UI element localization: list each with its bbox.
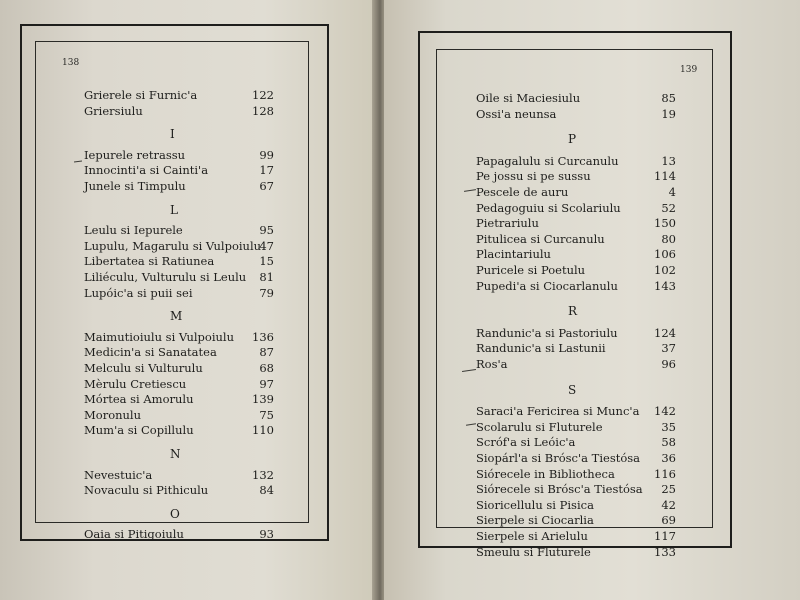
entry-title: Mum'a si Copillulu xyxy=(84,423,194,438)
index-entry xyxy=(84,345,274,359)
entry-page-number: 128 xyxy=(252,103,274,118)
index-entry xyxy=(84,223,274,237)
entry-title: Scolarulu si Fluturele xyxy=(476,419,603,434)
entry-page-number: 36 xyxy=(661,451,676,465)
entry-page-number: 80 xyxy=(661,231,676,246)
entry-title: Moronulu xyxy=(84,407,142,422)
right-index-list xyxy=(476,91,676,559)
index-entry xyxy=(84,423,274,437)
section-letter: P xyxy=(568,132,577,147)
index-entry xyxy=(476,169,676,183)
index-entry xyxy=(476,482,676,496)
entry-page-number: 4 xyxy=(668,185,676,199)
section-letter: S xyxy=(568,382,577,397)
index-entry xyxy=(84,527,274,541)
entry-title: Puricele si Poetulu xyxy=(476,263,586,277)
index-entry xyxy=(476,216,676,230)
section-letter: I xyxy=(170,127,175,142)
entry-page-number: 110 xyxy=(252,423,274,438)
entry-page-number: 142 xyxy=(654,404,676,419)
index-entry xyxy=(84,104,274,118)
entry-title: Melculu si Vulturulu xyxy=(84,361,203,375)
entry-page-number: 67 xyxy=(259,179,274,193)
index-entry xyxy=(476,341,676,355)
index-entry xyxy=(84,254,274,268)
entry-page-number: 58 xyxy=(661,435,676,450)
entry-title: Saraci'a Fericirea si Munc'a xyxy=(476,404,640,419)
index-entry xyxy=(476,91,676,105)
entry-title: Ossi'a neunsa xyxy=(476,106,557,121)
entry-title: Maimutioiulu si Vulpoiulu xyxy=(84,329,235,344)
entry-title: Iepurele retrassu xyxy=(84,147,186,162)
entry-title: Scróf'a si Leóic'a xyxy=(476,435,576,450)
entry-page-number: 52 xyxy=(661,200,676,215)
right-page xyxy=(384,0,800,600)
entry-title: Pietrariulu xyxy=(476,216,539,231)
entry-title: Oaia si Pitigoiulu xyxy=(84,527,184,542)
entry-page-number: 99 xyxy=(259,147,274,162)
index-entry xyxy=(84,179,274,193)
entry-title: Placintariulu xyxy=(476,247,551,262)
section-letter: M xyxy=(170,309,183,324)
index-entry xyxy=(476,154,676,168)
entry-title: Randunic'a si Lastunii xyxy=(476,341,606,356)
index-entry xyxy=(476,435,676,449)
entry-title: Liliéculu, Vulturulu si Leulu xyxy=(84,270,247,284)
entry-title: Mèrulu Cretiescu xyxy=(84,376,187,391)
entry-page-number: 84 xyxy=(259,483,274,498)
index-entry xyxy=(476,529,676,543)
entry-title: Junele si Timpulu xyxy=(84,179,186,193)
index-entry xyxy=(476,247,676,261)
entry-page-number: 15 xyxy=(259,254,274,269)
index-entry xyxy=(84,88,274,102)
index-entry xyxy=(476,404,676,418)
entry-title: Libertatea si Ratiunea xyxy=(84,254,215,269)
entry-page-number: 19 xyxy=(661,106,676,121)
entry-page-number: 93 xyxy=(259,527,274,542)
entry-page-number: 102 xyxy=(654,263,676,277)
entry-title: Siórecele in Bibliotheca xyxy=(476,466,615,481)
entry-page-number: 68 xyxy=(259,361,274,375)
entry-title: Sierpele si Ciocarlia xyxy=(476,513,594,528)
index-entry xyxy=(84,392,274,406)
index-entry xyxy=(476,357,676,371)
entry-page-number: 136 xyxy=(252,329,274,344)
left-page xyxy=(0,0,378,600)
entry-page-number: 87 xyxy=(259,345,274,360)
entry-page-number: 13 xyxy=(661,153,676,168)
entry-title: Siopárl'a si Brósc'a Tiestósa xyxy=(476,451,641,465)
index-entry xyxy=(84,286,274,300)
entry-title: Griersiulu xyxy=(84,103,143,118)
entry-page-number: 150 xyxy=(654,216,676,231)
index-entry xyxy=(84,239,274,253)
entry-page-number: 116 xyxy=(654,466,676,481)
index-entry xyxy=(84,270,274,284)
entry-title: Sierpele si Arielulu xyxy=(476,529,588,543)
entry-title: Pe jossu si pe sussu xyxy=(476,169,591,184)
entry-title: Novaculu si Pithiculu xyxy=(84,483,209,498)
entry-page-number: 25 xyxy=(661,482,676,497)
entry-page-number: 79 xyxy=(259,285,274,300)
entry-page-number: 37 xyxy=(661,341,676,356)
index-entry xyxy=(476,451,676,465)
index-entry xyxy=(84,330,274,344)
entry-title: Innocinti'a si Cainti'a xyxy=(84,163,209,178)
entry-title: Lupóic'a si puii sei xyxy=(84,285,193,300)
index-entry xyxy=(476,545,676,559)
entry-title: Smeulu si Fluturele xyxy=(476,544,591,559)
entry-title: Leulu si Iepurele xyxy=(84,223,183,238)
entry-title: Papagalulu si Curcanulu xyxy=(476,153,619,168)
entry-page-number: 114 xyxy=(654,169,676,184)
entry-page-number: 132 xyxy=(252,467,274,482)
entry-page-number: 81 xyxy=(259,270,274,284)
entry-page-number: 69 xyxy=(661,513,676,528)
entry-title: Medicin'a si Sanatatea xyxy=(84,345,217,360)
entry-title: Siórecele si Brósc'a Tiestósa xyxy=(476,482,643,497)
index-entry xyxy=(476,279,676,293)
index-entry xyxy=(84,483,274,497)
entry-page-number: 97 xyxy=(259,376,274,391)
entry-page-number: 35 xyxy=(661,419,676,434)
index-entry xyxy=(476,420,676,434)
entry-page-number: 75 xyxy=(259,407,274,422)
entry-page-number: 42 xyxy=(661,497,676,512)
index-entry xyxy=(84,148,274,162)
entry-title: Lupulu, Magarulu si Vulpoiulu xyxy=(84,238,262,253)
index-entry xyxy=(476,467,676,481)
index-entry xyxy=(476,498,676,512)
entry-title: Randunic'a si Pastoriulu xyxy=(476,325,618,340)
index-entry xyxy=(476,107,676,121)
entry-page-number: 47 xyxy=(259,238,274,253)
entry-title: Pupedi'a si Ciocarlanulu xyxy=(476,278,618,293)
entry-title: Ros'a xyxy=(476,357,508,371)
index-entry xyxy=(84,408,274,422)
left-index-list xyxy=(84,88,274,542)
page-number-right: 139 xyxy=(680,65,698,75)
entry-page-number: 106 xyxy=(654,247,676,262)
section-letter: L xyxy=(170,202,178,217)
page-number-left: 138 xyxy=(62,58,80,68)
entry-page-number: 17 xyxy=(259,163,274,178)
entry-title: Grierele si Furnic'a xyxy=(84,88,198,102)
section-letter: R xyxy=(568,304,578,319)
entry-page-number: 139 xyxy=(252,392,274,407)
entry-title: Pedagoguiu si Scolariulu xyxy=(476,200,621,215)
index-entry xyxy=(476,232,676,246)
index-entry xyxy=(84,361,274,375)
section-letter: N xyxy=(170,447,181,461)
entry-page-number: 143 xyxy=(654,278,676,293)
index-entry xyxy=(84,163,274,177)
entry-page-number: 85 xyxy=(661,91,676,105)
index-entry xyxy=(476,201,676,215)
index-entry xyxy=(84,377,274,391)
entry-page-number: 133 xyxy=(654,544,676,559)
entry-page-number: 124 xyxy=(654,325,676,340)
entry-title: Mórtea si Amorulu xyxy=(84,392,194,407)
section-letter: O xyxy=(170,506,180,521)
entry-page-number: 117 xyxy=(654,529,676,543)
entry-page-number: 95 xyxy=(259,223,274,238)
entry-page-number: 122 xyxy=(252,88,274,102)
index-entry xyxy=(476,185,676,199)
index-entry xyxy=(476,513,676,527)
entry-title: Pescele de auru xyxy=(476,185,569,199)
index-entry xyxy=(84,468,274,482)
entry-title: Pitulicea si Curcanulu xyxy=(476,231,605,246)
entry-page-number: 96 xyxy=(661,357,676,371)
entry-title: Sioricellulu si Pisica xyxy=(476,497,594,512)
entry-title: Nevestuic'a xyxy=(84,467,153,482)
entry-title: Oile si Maciesiulu xyxy=(476,91,581,105)
index-entry xyxy=(476,263,676,277)
index-entry xyxy=(476,326,676,340)
